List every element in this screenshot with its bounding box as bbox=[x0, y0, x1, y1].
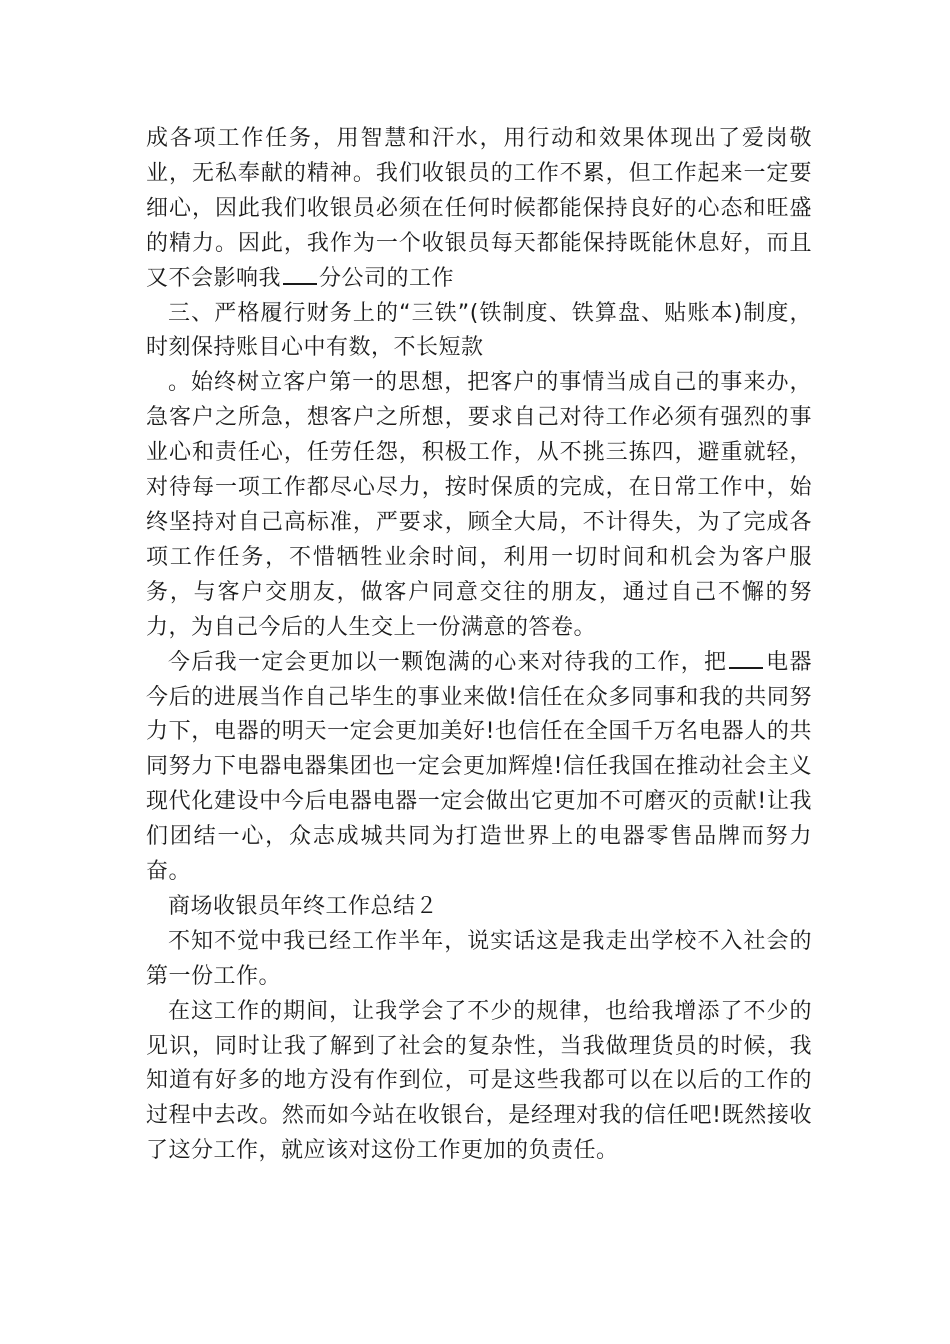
paragraph-3: 。始终树立客户第一的思想，把客户的事情当成自己的事来办，急客户之所急，想客户之所想，要求自己对待工作必须有强烈的事业心和责任心，任劳任怨，积极工作，从不挑三拣四，避重就轻，对待每一项工作都尽心尽力，按时保质的完成，在日常工作中，始终坚持对自己高标准，严要求，顾全大局，不计得失，为了完成各项工作任务，不惜牺牲业余时间，利用一切时间和机会为客户服务，与客户交朋友，做客户同意交往的朋友，通过自己不懈的努力，为自己今后的人生交上一份满意的答卷。 bbox=[146, 370, 812, 640]
paragraph-4-text: 今后我一定会更加以一颗饱满的心来对待我的工作，把 bbox=[168, 649, 728, 675]
fill-in-blank bbox=[729, 647, 763, 669]
paragraph-1-tail: 分公司的工作 bbox=[319, 265, 455, 291]
paragraph-4-tail: 电器今后的进展当作自己毕生的事业来做!信任在众多同事和我的共同努力下，电器的明天一定会更加美好!也信任在全国千万名电器人的共同努力下电器电器集团也一定会更加辉煌!信任我国在推动社会主义现代化建设中今后电器电器一定会做出它更加不可磨灭的贡献!让我们团结一心，众志成城共同为打造世界上的电器零售品牌而努力奋。 bbox=[146, 649, 812, 885]
paragraph-5: 不知不觉中我已经工作半年，说实话这是我走出学校不入社会的第一份工作。 bbox=[146, 928, 812, 989]
fill-in-blank bbox=[283, 263, 317, 285]
paragraph-1-text: 成各项工作任务，用智慧和汗水，用行动和效果体现出了爱岗敬业，无私奉献的精神。我们收银员的工作不累，但工作起来一定要细心，因此我们收银员必须在任何时候都能保持良好的心态和旺盛的精力。因此，我作为一个收银员每天都能保持既能休息好，而且又不会影响我 bbox=[146, 126, 812, 291]
section-heading: 商场收银员年终工作总结２ bbox=[168, 893, 439, 919]
paragraph-6: 在这工作的期间，让我学会了不少的规律，也给我增添了不少的见识，同时让我了解到了社会的复杂性，当我做理货员的时候，我知道有好多的地方没有作到位，可是这些我都可以在以后的工作的过程中去改。然而如今站在收银台，是经理对我的信任吧!既然接收了这分工作，就应该对这份工作更加的负责任。 bbox=[146, 998, 812, 1164]
document-body bbox=[146, 122, 812, 1169]
paragraph-2: 三、严格履行财务上的“三铁”(铁制度、铁算盘、贴账本)制度，时刻保持账目心中有数，不长短款 bbox=[146, 300, 812, 361]
paragraph-1 bbox=[146, 122, 812, 297]
paragraph-4 bbox=[146, 646, 812, 890]
